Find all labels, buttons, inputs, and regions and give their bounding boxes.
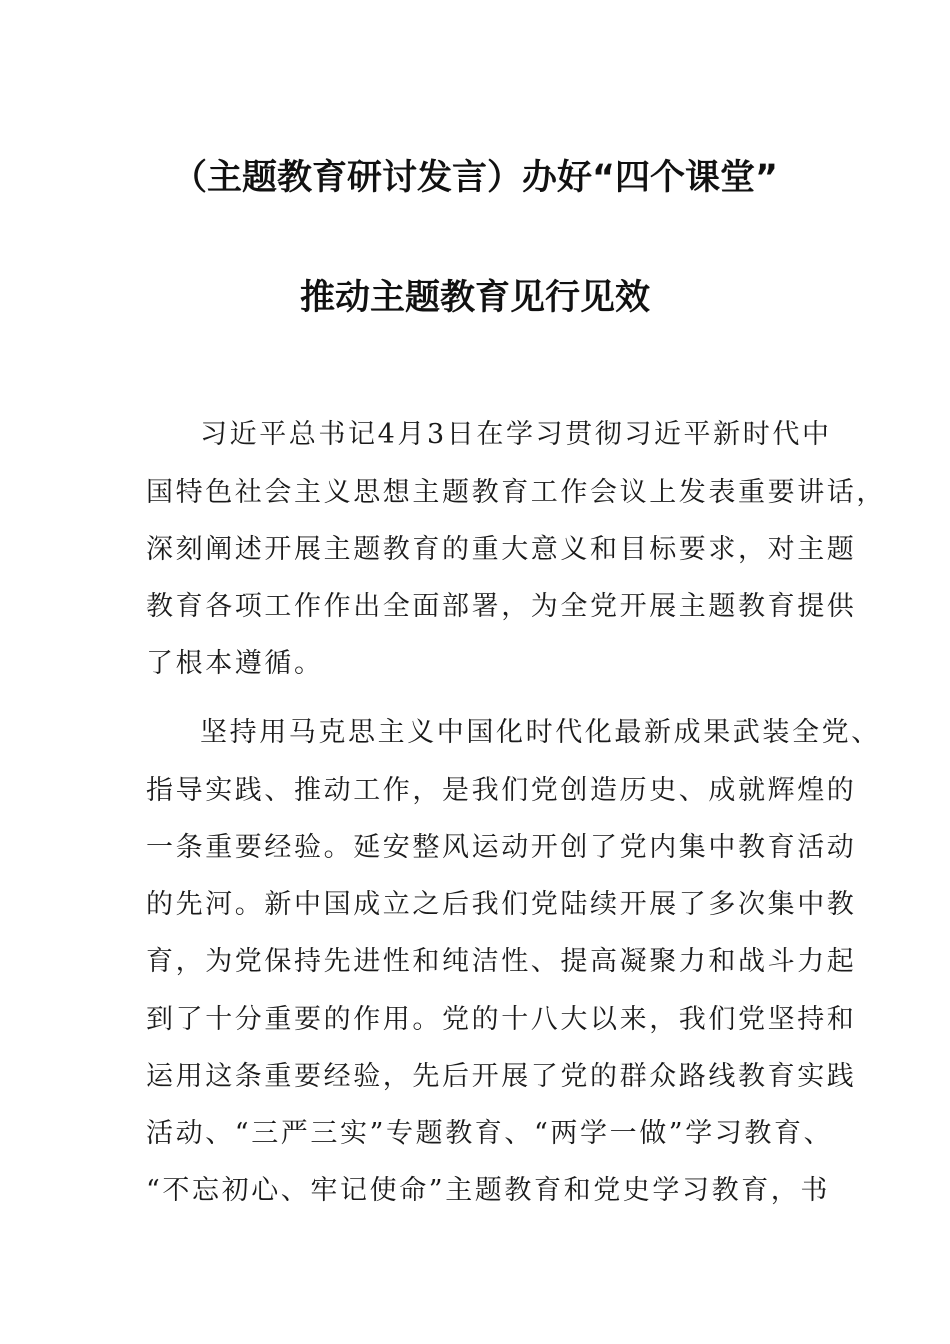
paragraph-line: 了根本遵循。 [146, 648, 324, 679]
paragraph-line: 育，为党保持先进性和纯洁性、提高凝聚力和战斗力起 [146, 946, 857, 977]
paragraph-line: 深刻阐述开展主题教育的重大意义和目标要求，对主题 [146, 534, 857, 565]
paragraph-line: 指导实践、推动工作，是我们党创造历史、成就辉煌的 [146, 775, 857, 806]
paragraph-line: 到了十分重要的作用。党的十八大以来，我们党坚持和 [146, 1004, 857, 1035]
document-title-line-1: （主题教育研讨发言）办好“四个课堂” [171, 158, 778, 198]
paragraph-line: 国特色社会主义思想主题教育工作会议上发表重要讲话， [146, 477, 886, 508]
paragraph-line: 教育各项工作作出全面部署，为全党开展主题教育提供 [146, 591, 857, 622]
paragraph-line: “不忘初心、牢记使命”主题教育和党史学习教育，书 [146, 1175, 831, 1206]
paragraph-line: 坚持用马克思主义中国化时代化最新成果武装全党、 [200, 717, 881, 748]
paragraph-line: 的先河。新中国成立之后我们党陆续开展了多次集中教 [146, 889, 857, 920]
paragraph-line: 运用这条重要经验，先后开展了党的群众路线教育实践 [146, 1061, 857, 1092]
paragraph-line: 习近平总书记4月3日在学习贯彻习近平新时代中 [200, 419, 832, 450]
paragraph-line: 活动、“三严三实”专题教育、“两学一做”学习教育、 [146, 1118, 834, 1149]
document-title-line-2: 推动主题教育见行见效 [299, 278, 650, 318]
paragraph-line: 一条重要经验。延安整风运动开创了党内集中教育活动 [146, 832, 857, 863]
